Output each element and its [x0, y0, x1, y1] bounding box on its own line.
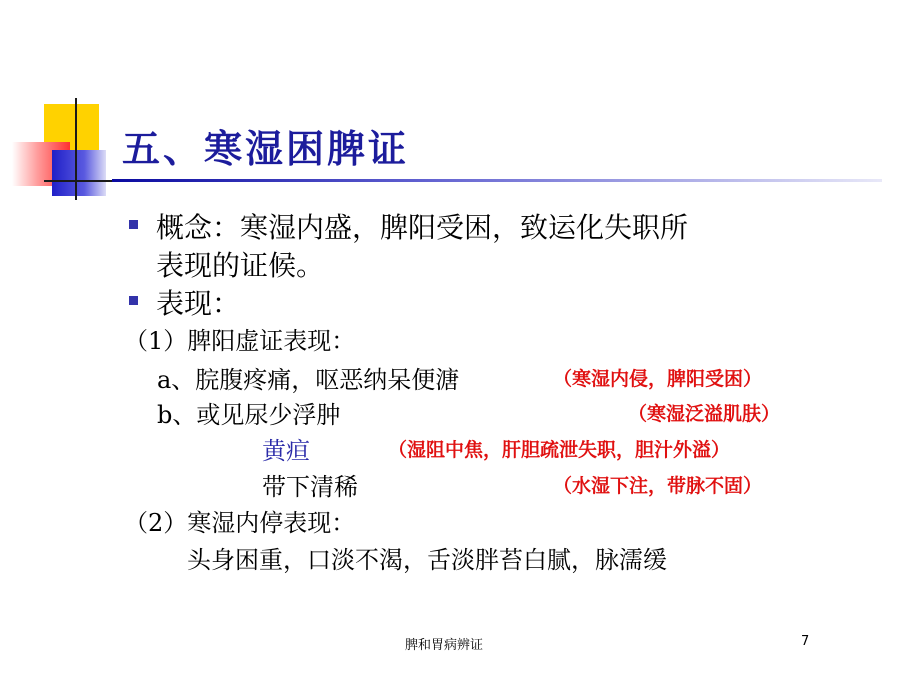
section1-item-b-note: （寒湿泛溢肌肤） — [628, 403, 781, 425]
section2-heading: （2）寒湿内停表现： — [124, 509, 356, 537]
section1-item-jaundice-note: （湿阻中焦，肝胆疏泄失职，胆汁外溢） — [388, 439, 731, 461]
decor-vertical-line — [75, 98, 77, 200]
title-underline-rule — [112, 179, 882, 182]
section1-item-a: a、脘腹疼痛，呕恶纳呆便溏 — [157, 366, 460, 394]
page-number: 7 — [801, 634, 810, 649]
footer-title: 脾和胃病辨证 — [405, 638, 484, 653]
section1-item-leukorrhea: 带下清稀 — [262, 473, 358, 501]
section1-heading: （1）脾阳虚证表现： — [124, 327, 356, 355]
manifest-label: 表现： — [156, 287, 241, 320]
slide-title: 五、寒湿困脾证 — [122, 126, 410, 171]
bullet-square-icon — [129, 296, 138, 305]
concept-line-2: 表现的证候。 — [156, 249, 325, 282]
section1-item-a-note: （寒湿内侵，脾阳受困） — [553, 368, 763, 390]
section1-item-jaundice: 黄疸 — [262, 437, 310, 465]
section2-text: 头身困重，口淡不渴，舌淡胖苔白腻，脉濡缓 — [187, 546, 667, 574]
decor-blue-gradient-square — [52, 150, 106, 196]
bullet-square-icon — [129, 220, 138, 229]
section1-item-b: b、或见尿少浮肿 — [157, 401, 341, 429]
section1-item-leukorrhea-note: （水湿下注，带脉不固） — [553, 475, 763, 497]
concept-line-1: 概念：寒湿内盛，脾阳受困，致运化失职所 — [156, 211, 689, 244]
